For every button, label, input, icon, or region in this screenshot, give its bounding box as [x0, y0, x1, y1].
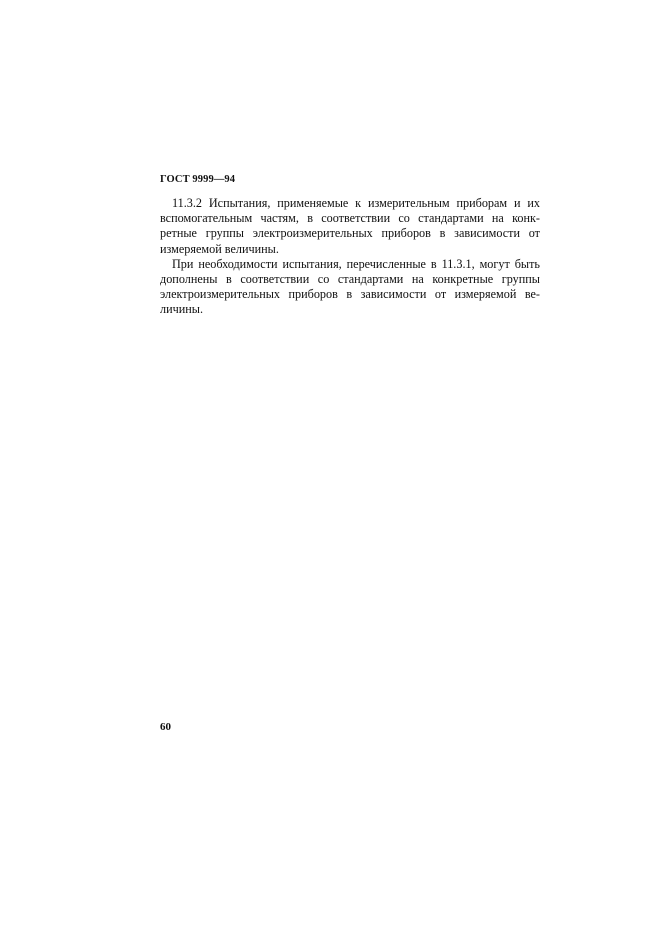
paragraph-supplement: [160, 257, 540, 318]
paragraph-line: 11.3.2 Испытания, применяемые к измерительным приборам и их: [172, 196, 540, 210]
paragraph-line: электроизмерительных приборов в зависимости от измеряемой ве-: [160, 287, 540, 302]
paragraph-line: дополнены в соответствии со стандартами на конкретные группы: [160, 272, 540, 287]
document-body: [160, 196, 540, 318]
standard-header: ГОСТ 9999—94: [160, 174, 236, 185]
paragraph-line: ретные группы электроизмерительных приборов в зависимости от: [160, 226, 540, 241]
paragraph-11-3-2: [160, 196, 540, 257]
paragraph-line: измеряемой величины.: [160, 241, 279, 256]
paragraph-line: вспомогательным частям, в соответствии со стандартами на конк-: [160, 211, 540, 226]
paragraph-line: личины.: [160, 302, 204, 317]
paragraph-line: При необходимости испытания, перечисленные в 11.3.1, могут быть: [172, 256, 540, 271]
page-number: 60: [160, 721, 171, 733]
